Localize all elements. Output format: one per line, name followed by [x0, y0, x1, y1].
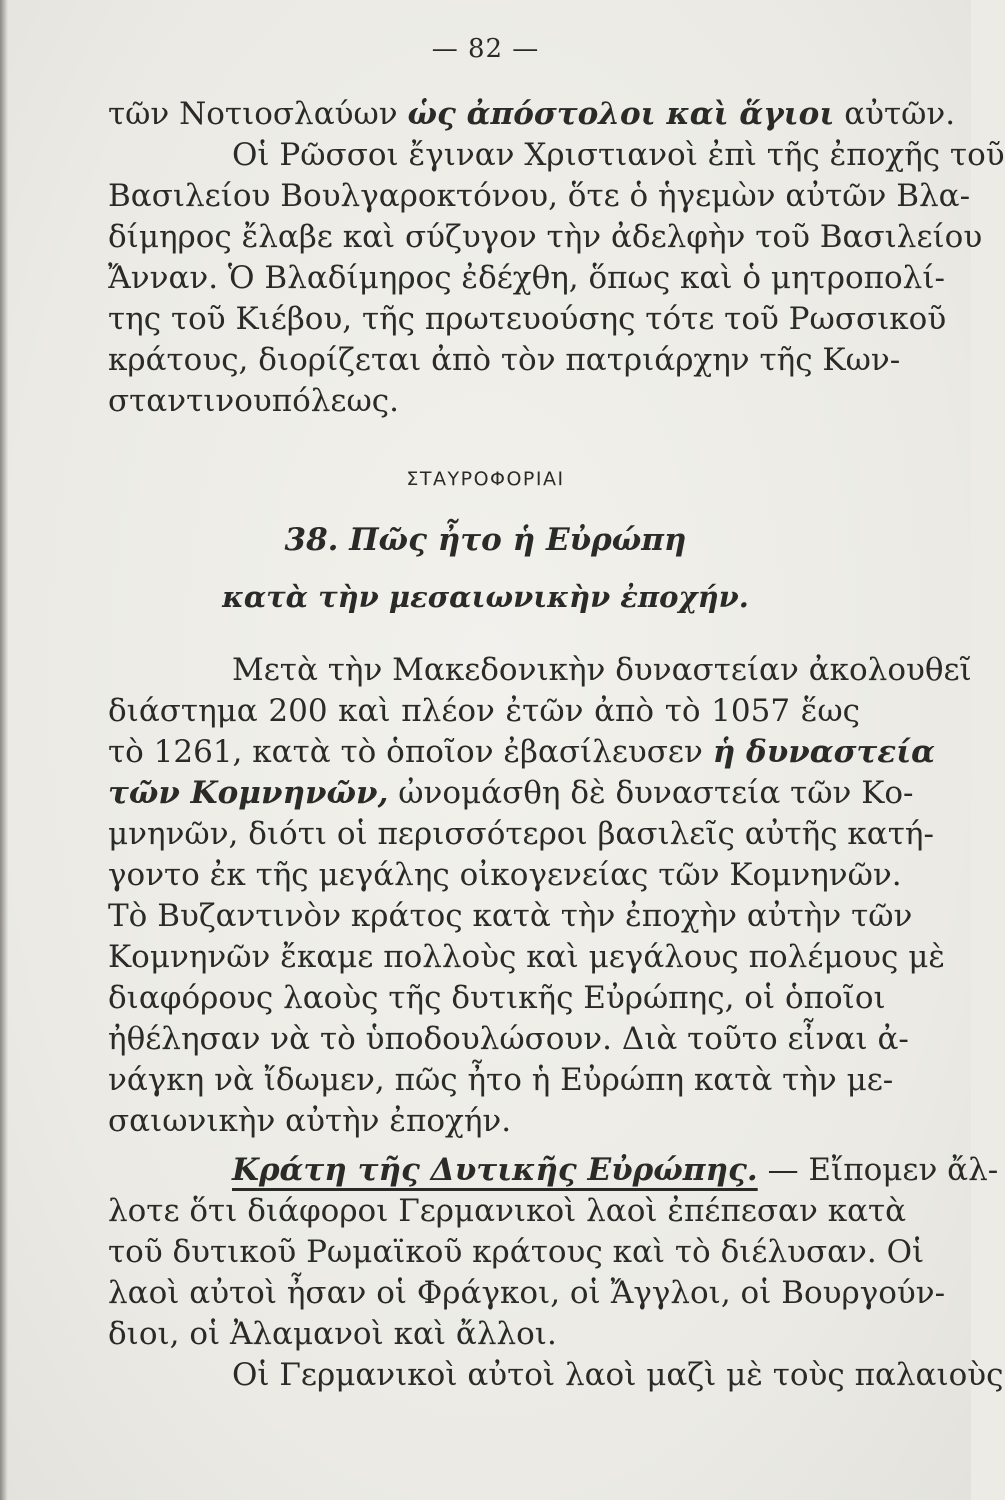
text-segment: — Εἴπομεν ἄλ- [767, 1152, 999, 1188]
text-line: Οἱ Γερμανικοὶ αὐτοὶ λαοὶ μαζὶ μὲ τοὺς παλαιοὺς [232, 1357, 1004, 1393]
text-line: Οἱ Ρῶσσοι ἔγιναν Χριστιανοὶ ἐπὶ τῆς ἐποχῆς τοῦ [232, 137, 1005, 173]
text-line: σταντινουπόλεως. [108, 383, 399, 419]
text-line: ἠθέλησαν νὰ τὸ ὑποδουλώσουν. Διὰ τοῦτο εἶναι ἀ- [108, 1021, 909, 1057]
page-gutter [0, 0, 8, 1500]
chapter-title: 38. Πῶς ἦτο ἡ Εὐρώπη [284, 522, 687, 558]
emphasized-text: ὡς ἀπόστολοι καὶ ἅγιοι [407, 96, 835, 132]
subsection-heading: Κράτη τῆς Δυτικῆς Εὐρώπης. [232, 1152, 758, 1188]
text-line: λαοὶ αὐτοὶ ἦσαν οἱ Φράγκοι, οἱ Ἄγγλοι, οἱ Βουργούν- [108, 1275, 946, 1311]
text-line: κράτους, διορίζεται ἀπὸ τὸν πατριάρχην τῆς Κων- [108, 342, 901, 378]
text-segment: τῶν Νοτιοσλαύων [108, 96, 398, 132]
chapter-subtitle: κατὰ τὴν μεσαιωνικὴν ἐποχήν. [222, 580, 749, 614]
page-number: — 82 — [431, 34, 540, 64]
text-line: δίμηρος ἔλαβε καὶ σύζυγον τὴν ἀδελφὴν τοῦ Βασιλείου [108, 219, 983, 255]
text-segment: ὠνομάσθη δὲ δυναστεία τῶν Κο- [398, 775, 914, 811]
text-line: νάγκη νὰ ἴδωμεν, πῶς ἦτο ἡ Εὐρώπη κατὰ τὴν με- [108, 1062, 894, 1098]
text-line: Βασιλείου Βουλγαροκτόνου, ὅτε ὁ ἡγεμὼν αὐτῶν Βλα- [108, 178, 971, 214]
text-line [108, 94, 956, 134]
text-line: Κομνηνῶν ἔκαμε πολλοὺς καὶ μεγάλους πολέμους μὲ [108, 939, 946, 975]
text-line: σαιωνικὴν αὐτὴν ἐποχήν. [108, 1103, 512, 1139]
text-line: Ἄνναν. Ὁ Βλαδίμηρος ἐδέχθη, ὅπως καὶ ὁ μητροπολί- [108, 260, 945, 296]
text-line [108, 732, 935, 772]
emphasized-text: ἡ δυναστεία [712, 734, 935, 770]
text-line: μνηνῶν, διότι οἱ περισσότεροι βασιλεῖς αὐτῆς κατή- [108, 816, 934, 852]
text-line: λοτε ὅτι διάφοροι Γερμανικοὶ λαοὶ ἐπέπεσαν κατὰ [108, 1193, 907, 1229]
text-line [108, 773, 914, 813]
emphasized-text: τῶν Κομνηνῶν, [108, 775, 389, 811]
text-line: Μετὰ τὴν Μακεδονικὴν δυναστείαν ἀκολουθεῖ [232, 652, 972, 688]
text-line: τοῦ δυτικοῦ Ρωμαϊκοῦ κράτους καὶ τὸ διέλυσαν. Οἱ [108, 1234, 925, 1270]
section-label: ΣΤΑΥΡΟΦΟΡΙΑΙ [406, 468, 565, 490]
text-line: Τὸ Βυζαντινὸν κράτος κατὰ τὴν ἐποχὴν αὐτὴν τῶν [108, 898, 913, 934]
text-line: της τοῦ Κιέβου, τῆς πρωτευούσης τότε τοῦ Ρωσσικοῦ [108, 301, 947, 337]
text-line [170, 1150, 999, 1190]
text-line: διάστημα 200 καὶ πλέον ἐτῶν ἀπὸ τὸ 1057 ἕως [108, 693, 860, 729]
text-line: διοι, οἱ Ἀλαμανοὶ καὶ ἄλλοι. [108, 1316, 557, 1352]
text-segment: αὐτῶν. [844, 96, 956, 132]
text-line: γοντο ἐκ τῆς μεγάλης οἰκογενείας τῶν Κομνηνῶν. [108, 857, 902, 893]
text-line: διαφόρους λαοὺς τῆς δυτικῆς Εὐρώπης, οἱ ὁποῖοι [108, 980, 886, 1016]
text-segment: τὸ 1261, κατὰ τὸ ὁποῖον ἐβασίλευσεν [108, 734, 703, 770]
